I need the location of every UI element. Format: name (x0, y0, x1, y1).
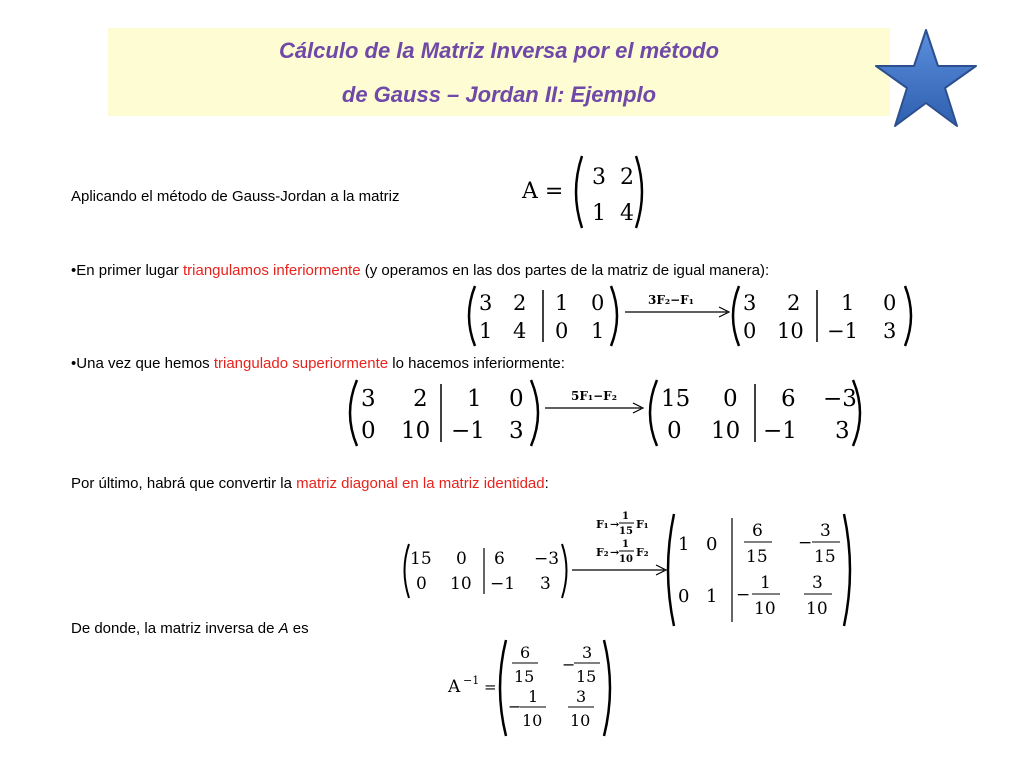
matrix-cell: 3 (361, 386, 376, 412)
step3-equation (400, 508, 860, 630)
conclusion-suffix: es (288, 620, 309, 637)
step1-suffix: (y operamos en las dos partes de la matriz de igual manera): (360, 262, 770, 279)
step1-equation (465, 284, 925, 348)
matrix-cell: 2 (413, 386, 428, 412)
step3-highlight: matriz diagonal en la matriz identidad (296, 475, 545, 492)
fraction-den: 10 (570, 711, 591, 730)
matrix-cell: 10 (777, 319, 804, 343)
matrix-cell: 0 (883, 291, 897, 315)
fraction-den: 10 (522, 711, 543, 730)
star-icon (872, 26, 980, 134)
matrix-cell: 0 (723, 386, 738, 412)
conclusion-text (71, 620, 309, 637)
op2-arrow: → (610, 546, 620, 559)
fraction-num: 6 (520, 643, 531, 662)
matrix-cell: 4 (620, 201, 634, 226)
matrix-cell: 1 (592, 201, 606, 226)
matrix-cell: 2 (620, 165, 634, 190)
matrix-cell: −1 (490, 574, 516, 594)
matrix-cell: 2 (787, 291, 801, 315)
inverse-matrix (446, 636, 616, 740)
step2-highlight: triangulado superiormente (213, 355, 389, 372)
conclusion-prefix: De donde, la matriz inversa de (71, 620, 279, 637)
fraction-den: 10 (806, 599, 828, 619)
matrix-cell: 1 (678, 534, 690, 555)
matrix-cell: −1 (827, 319, 858, 343)
fraction-num: 1 (528, 687, 539, 706)
matrix-cell: 1 (479, 319, 493, 343)
matrix-cell: −1 (451, 418, 485, 444)
matrix-cell: 6 (781, 386, 796, 412)
step1-text (71, 262, 769, 279)
fraction-num: 3 (582, 643, 593, 662)
matrix-cell: 0 (706, 534, 718, 555)
matrix-cell: 2 (513, 291, 527, 315)
fraction-den: 15 (814, 547, 836, 567)
step2-equation (345, 378, 875, 448)
matrix-cell: 0 (743, 319, 757, 343)
fraction-sign: − (798, 533, 813, 553)
fraction-num: 3 (820, 521, 831, 541)
matrix-cell: 10 (401, 418, 431, 444)
matrix-cell: 1 (467, 386, 482, 412)
matrix-cell: 3 (479, 291, 493, 315)
inverse-eq: = (484, 678, 497, 696)
step3-suffix: : (544, 475, 549, 492)
matrix-a-label: A = (522, 179, 564, 204)
fraction-den: 15 (746, 547, 768, 567)
matrix-cell: 3 (592, 165, 606, 190)
matrix-cell: 0 (361, 418, 376, 444)
op1-rhs: F₁ (636, 518, 649, 531)
matrix-cell: 3 (540, 574, 551, 594)
matrix-cell: 1 (555, 291, 569, 315)
intro-text: Aplicando el método de Gauss-Jordan a la matriz (71, 188, 400, 205)
title-line-2: de Gauss – Jordan II: Ejemplo (341, 82, 657, 107)
op1-lhs: F₁ (596, 518, 609, 531)
matrix-cell: 0 (678, 586, 690, 607)
fraction-den: 15 (576, 667, 597, 686)
matrix-cell: 3 (835, 418, 850, 444)
matrix-cell: 3 (509, 418, 524, 444)
fraction-num: 3 (812, 573, 823, 593)
op1-arrow: → (610, 518, 620, 531)
matrix-cell: 10 (450, 574, 472, 594)
matrix-cell: 15 (661, 386, 691, 412)
op2-rhs: F₂ (636, 546, 649, 559)
op2-num: 1 (622, 539, 629, 550)
fraction-sign: − (736, 585, 751, 605)
step2-text (71, 355, 565, 372)
matrix-cell: 3 (743, 291, 757, 315)
fraction-num: 3 (576, 687, 587, 706)
matrix-cell: 0 (416, 574, 427, 594)
matrix-cell: 1 (841, 291, 855, 315)
step1-highlight: triangulamos inferiormente (182, 262, 361, 279)
matrix-cell: 4 (513, 319, 527, 343)
matrix-cell: 0 (456, 549, 467, 569)
fraction-sign: − (508, 697, 522, 716)
op1-num: 1 (622, 511, 629, 522)
matrix-cell: 10 (711, 418, 741, 444)
step2-prefix: Una vez que hemos (76, 355, 214, 372)
fraction-num: 1 (760, 573, 771, 593)
step3-text (71, 475, 549, 492)
fraction-sign: − (562, 655, 576, 674)
step2-suffix: lo hacemos inferiormente: (388, 355, 565, 372)
bullet: • (71, 262, 77, 279)
matrix-cell: 15 (410, 549, 432, 569)
matrix-cell: 1 (591, 319, 605, 343)
title-line-1: Cálculo de la Matriz Inversa por el método (278, 38, 720, 63)
matrix-cell: 3 (883, 319, 897, 343)
matrix-cell: −1 (763, 418, 797, 444)
matrix-cell: 0 (667, 418, 682, 444)
matrix-cell: 0 (509, 386, 524, 412)
fraction-den: 10 (754, 599, 776, 619)
conclusion-var: A (278, 620, 289, 637)
inverse-exp: −1 (463, 674, 480, 687)
operation-label: 3F₂−F₁ (648, 293, 694, 307)
fraction-num: 6 (752, 521, 763, 541)
matrix-a (520, 152, 650, 232)
matrix-cell: 0 (591, 291, 605, 315)
matrix-cell: −3 (823, 386, 857, 412)
matrix-cell: 1 (706, 586, 718, 607)
op2-lhs: F₂ (596, 546, 609, 559)
matrix-cell: 6 (494, 549, 505, 569)
step1-prefix: En primer lugar (76, 262, 183, 279)
matrix-cell: 0 (555, 319, 569, 343)
fraction-den: 15 (514, 667, 535, 686)
op1-den: 15 (619, 526, 633, 537)
op2-den: 10 (619, 554, 633, 565)
operation-label: 5F₁−F₂ (571, 389, 617, 403)
bullet: • (71, 355, 77, 372)
title-box (108, 28, 890, 116)
step3-prefix: Por último, habrá que convertir la (71, 475, 297, 492)
inverse-label: A (448, 677, 461, 697)
matrix-cell: −3 (534, 549, 560, 569)
